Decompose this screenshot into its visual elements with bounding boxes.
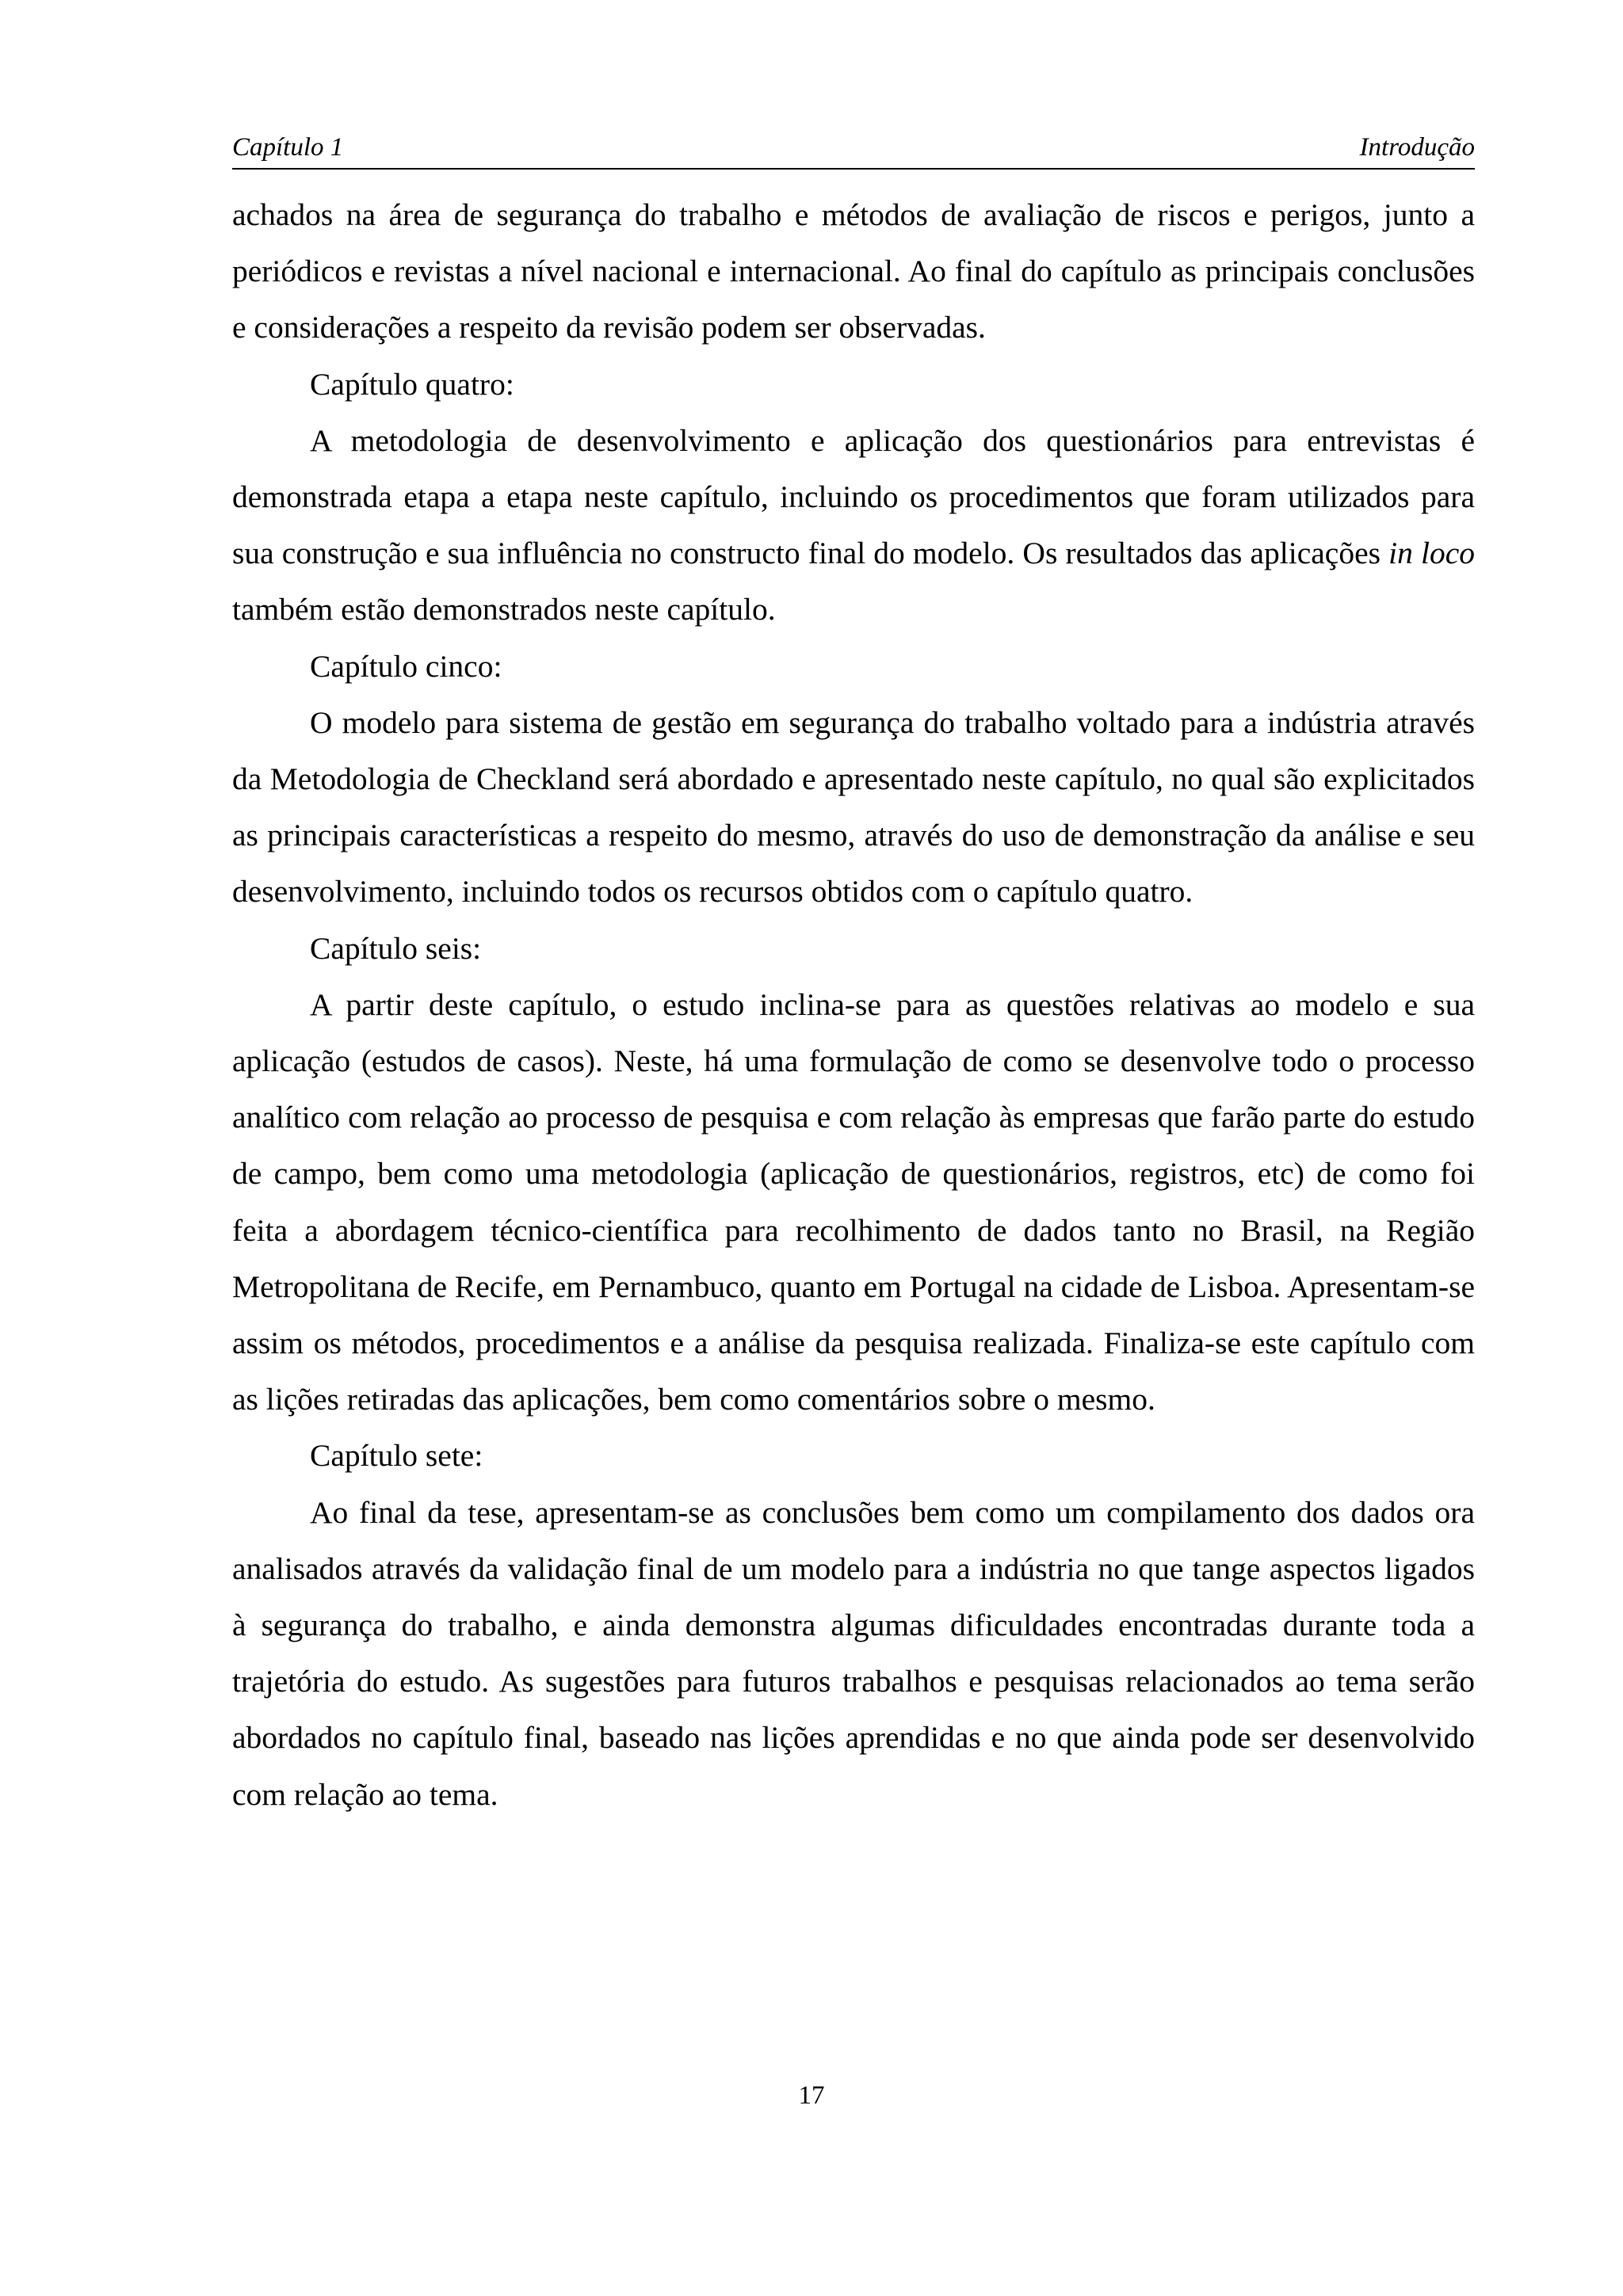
running-header: [232, 127, 1475, 168]
chapter-five-paragraph: O modelo para sistema de gestão em segurança do trabalho voltado para a indústria através da Metodologia de Checkland será abordado e apresentado neste capítulo, no qual são explicitados as principais características a respeito do mesmo, através do uso de demonstração da análise e seu desenvolvimento, incluindo todos os recursos obtidos com o capítulo quatro.: [232, 704, 1475, 910]
header-chapter: Capítulo 1: [232, 133, 344, 162]
chapter-four-heading: Capítulo quatro:: [310, 366, 514, 402]
chapter-seven-heading: Capítulo sete:: [310, 1438, 483, 1474]
chapter-four-paragraph: [232, 413, 1475, 639]
chapter-seven-paragraph: Ao final da tese, apresentam-se as conclusões bem como um compilamento dos dados ora analisados através da validação final de um modelo para a indústria no que tange aspectos ligados à segurança do trabalho, e ainda demonstra algumas dificuldades encontradas durante toda a trajetória do estudo. As sugestões para futuros trabalhos e pesquisas relacionados ao tema serão abordados no capítulo final, baseado nas lições aprendidas e no que ainda pode ser desenvolvido com relação ao tema.: [232, 1494, 1475, 1812]
chapter-six-heading: Capítulo seis:: [310, 930, 482, 966]
chapter-four-italic-term: in loco: [1388, 536, 1475, 571]
chapter-four-text-start: A metodologia de desenvolvimento e aplicação dos questionários para entrevistas é demonstrada etapa a etapa neste capítulo, incluindo os procedimentos que foram utilizados para sua construção e sua influência no constructo final do modelo. Os resultados das aplicações: [232, 422, 1475, 571]
header-rule: [232, 168, 1475, 170]
chapter-six-paragraph: A partir deste capítulo, o estudo inclina-se para as questões relativas ao modelo e sua aplicação (estudos de casos). Neste, há uma formulação de como se desenvolve todo o processo analítico com relação ao processo de pesquisa e com relação às empresas que farão parte do estudo de campo, bem como uma metodologia (aplicação de questionários, registros, etc) de como foi feita a abordagem técnico-científica para recolhimento de dados tanto no Brasil, na Região Metropolitana de Recife, em Pernambuco, quanto em Portugal na cidade de Lisboa. Apresentam-se assim os métodos, procedimentos e a análise da pesquisa realizada. Finaliza-se este capítulo com as lições retiradas das aplicações, bem como comentários sobre o mesmo.: [232, 986, 1475, 1417]
body-text: [232, 187, 1475, 1823]
chapter-five-heading: Capítulo cinco:: [310, 648, 502, 684]
page-number: 17: [798, 2081, 825, 2110]
paragraph-continuation: achados na área de segurança do trabalho e métodos de avaliação de riscos e perigos, junto a periódicos e revistas a nível nacional e internacional. Ao final do capítulo as principais conclusões e considerações a respeito da revisão podem ser observadas.: [232, 197, 1475, 345]
chapter-four-text-end: também estão demonstrados neste capítulo.: [232, 592, 776, 627]
header-section: Introdução: [1359, 133, 1475, 162]
